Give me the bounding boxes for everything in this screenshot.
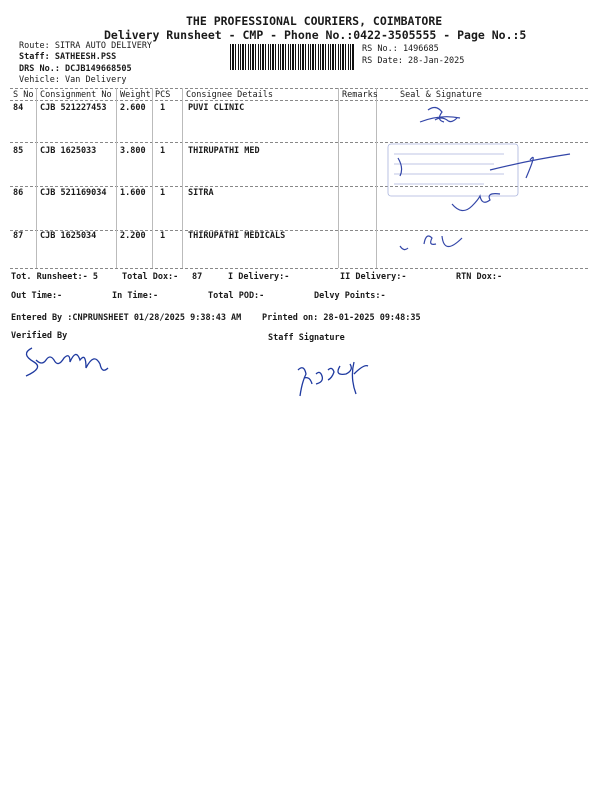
row-sno: 85 [13,146,24,156]
table-top-border [10,88,588,89]
row-consignment: CJB 521169034 [40,188,107,198]
drs-number: DRS No.: DCJB149668505 [19,64,132,74]
staff-signature-label: Staff Signature [268,333,345,343]
ii-delivery: II Delivery:- [340,272,407,282]
table-col-divider [376,88,377,268]
printed-on: Printed on: 28-01-2025 09:48:35 [262,313,421,323]
delvy-points: Delvy Points:- [314,291,386,301]
table-bottom-border [10,268,588,269]
table-col-divider [152,88,153,268]
barcode-image [230,44,354,70]
col-header-consignee: Consignee Details [186,90,273,100]
row-consignee: PUVI CLINIC [188,103,245,113]
row-consignee: THIRUPATHI MED [188,146,260,156]
company-title: THE PROFESSIONAL COURIERS, COIMBATORE [186,14,443,28]
row-weight: 2.200 [120,231,146,241]
row-weight: 3.800 [120,146,146,156]
table-col-divider [182,88,183,268]
table-col-divider [116,88,117,268]
seal-signature-marks [380,100,590,268]
i-delivery: I Delivery:- [228,272,290,282]
runsheet-subtitle: Delivery Runsheet - CMP - Phone No.:0422-3505555 - Page No.:5 [104,28,527,42]
verified-signature [18,340,118,382]
row-sno: 87 [13,231,24,241]
staff-info: Staff: SATHEESH.PSS [19,52,117,62]
entered-by: Entered By :CNPRUNSHEET 01/28/2025 9:38:43 AM [11,313,242,323]
row-consignee: THIRUPATHI MEDICALS [188,231,286,241]
row-consignment: CJB 1625033 [40,146,97,156]
col-header-sno: S No [13,90,34,100]
row-pcs: 1 [160,231,166,241]
total-dox-value: 87 [192,272,203,282]
row-consignment: CJB 1625034 [40,231,97,241]
tot-runsheet: Tot. Runsheet:- 5 [11,272,98,282]
table-col-divider [338,88,339,268]
out-time: Out Time:- [11,291,63,301]
row-pcs: 1 [160,103,166,113]
col-header-consignment: Consignment No [40,90,112,100]
table-col-divider [36,88,37,268]
row-sno: 86 [13,188,24,198]
row-consignee: SITRA [188,188,214,198]
row-weight: 1.600 [120,188,146,198]
rs-date: RS Date: 28-Jan-2025 [362,56,465,66]
row-pcs: 1 [160,188,166,198]
rs-number: RS No.: 1496685 [362,44,439,54]
rtn-dox: RTN Dox:- [456,272,503,282]
in-time: In Time:- [112,291,159,301]
row-weight: 2.600 [120,103,146,113]
vehicle-info: Vehicle: Van Delivery [19,75,127,85]
col-header-pcs: PCS [155,90,171,100]
staff-signature-mark [292,356,382,406]
route-info: Route: SITRA AUTO DELIVERY [19,41,153,51]
total-dox-label: Total Dox:- [122,272,179,282]
col-header-remarks: Remarks [342,90,378,100]
row-pcs: 1 [160,146,166,156]
col-header-weight: Weight [120,90,151,100]
total-pod: Total POD:- [208,291,265,301]
row-sno: 84 [13,103,24,113]
row-consignment: CJB 521227453 [40,103,107,113]
col-header-seal-signature: Seal & Signature [400,90,482,100]
verified-by: Verified By [11,331,68,341]
